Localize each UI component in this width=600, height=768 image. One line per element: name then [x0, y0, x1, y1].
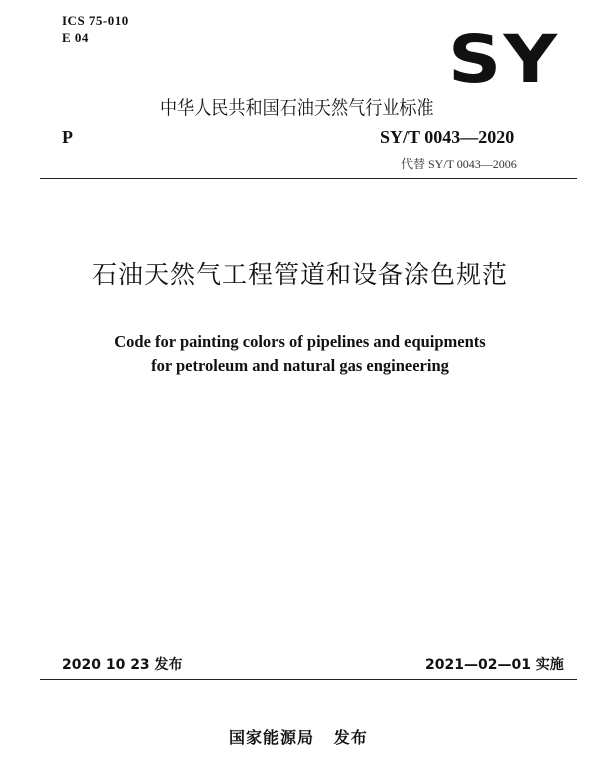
ics-code: ICS 75-010: [62, 13, 129, 28]
category-code: P: [62, 127, 73, 147]
classification-code: E 04: [62, 30, 89, 45]
sy-logo: SY: [448, 21, 560, 98]
issuer: 国家能源局 发布: [229, 728, 368, 747]
publish-date: 2020 10 23 发布: [62, 657, 183, 673]
english-title-line-1: Code for painting colors of pipelines and equipments: [114, 332, 486, 351]
english-title-line-2: for petroleum and natural gas engineering: [151, 356, 449, 375]
bottom-divider: [40, 679, 577, 680]
implement-date: 2021—02—01 实施: [425, 657, 564, 673]
replaces-standard: 代替 SY/T 0043—2006: [401, 157, 517, 171]
standard-number: SY/T 0043—2020: [380, 127, 515, 147]
ics-block: [62, 12, 129, 46]
top-divider: [40, 178, 577, 179]
document-title-chinese: 石油天然气工程管道和设备涂色规范: [91, 260, 508, 289]
industry-standard-title: 中华人民共和国石油天然气行业标准: [160, 97, 434, 119]
document-title-english: [0, 330, 600, 378]
